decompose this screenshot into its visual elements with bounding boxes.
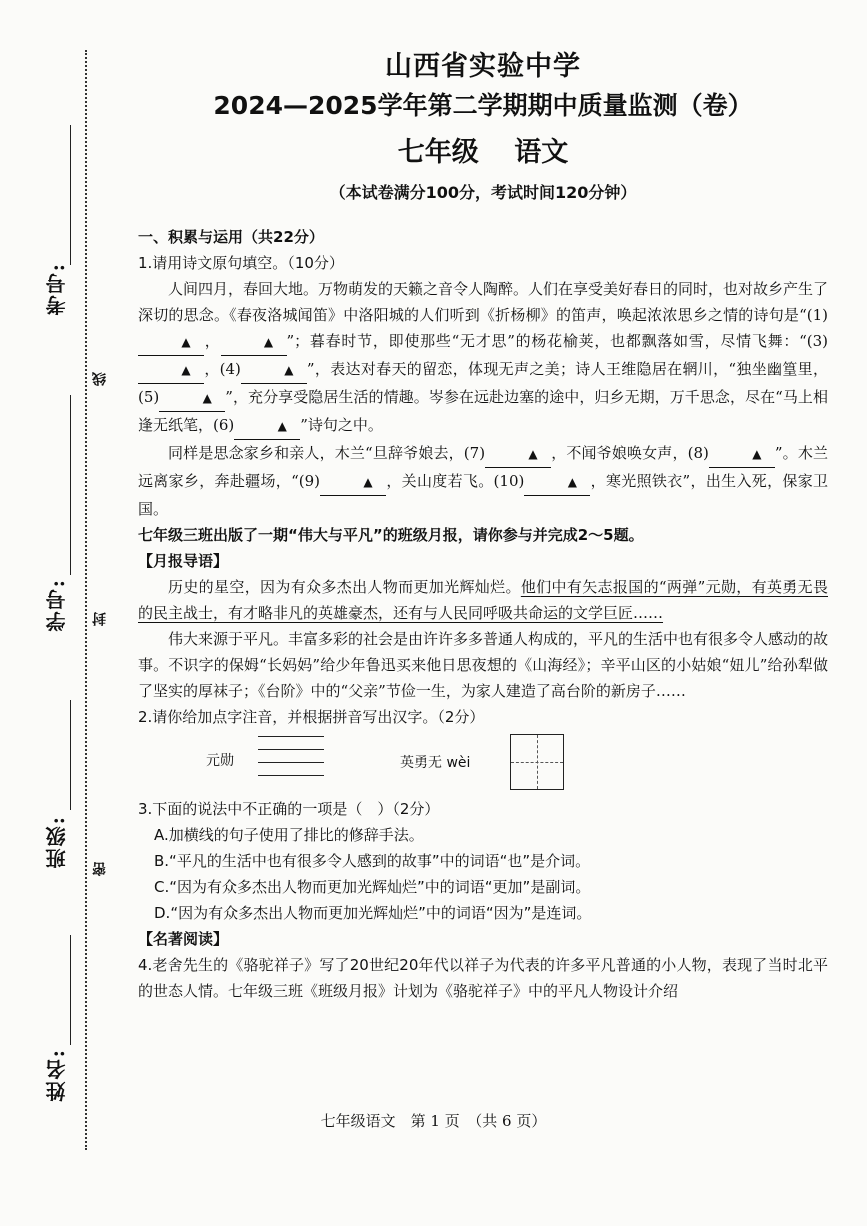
name-line — [70, 935, 71, 1045]
line-word: 线 — [92, 372, 108, 386]
pinyin-writing-lines[interactable] — [258, 736, 324, 788]
secret-word: 密 — [92, 862, 108, 876]
q3-option-d: D.“因为有众多杰出人物而更加光辉灿烂”中的词语“因为”是连词。 — [154, 904, 592, 922]
classic-reading-heading: 【名著阅读】 — [138, 930, 229, 948]
answer-blank-6[interactable]: ▲ — [234, 412, 300, 440]
question-4-text: 4.老舍先生的《骆驼祥子》写了20世纪20年代以祥子为代表的许多平凡普通的小人物，表现了当时北平的世态人情。七年级三班《班级月报》计划为《骆驼祥子》中的平凡人物设计介绍 — [138, 956, 828, 1000]
question-1-title: 1.请用诗文原句填空。（10分） — [138, 254, 344, 272]
exam-number-label: 考号: — [45, 262, 69, 316]
class-line — [70, 700, 71, 810]
answer-blank-1[interactable]: ▲ — [138, 328, 204, 356]
student-number-label: 学号: — [45, 578, 69, 632]
answer-blank-8[interactable]: ▲ — [709, 440, 775, 468]
answer-blank-3[interactable]: ▲ — [138, 356, 204, 384]
answer-blank-2[interactable]: ▲ — [221, 328, 287, 356]
exam-page — [138, 48, 828, 1004]
page-footer: 七年级语文 第 1 页 （共 6 页） — [320, 1112, 547, 1130]
name-label: 姓名: — [45, 1048, 69, 1102]
q2-word-1: 元勋 — [206, 753, 234, 769]
seal-word: 封 — [92, 612, 108, 626]
subject: 语文 — [514, 137, 569, 168]
answer-blank-4[interactable]: ▲ — [241, 356, 307, 384]
newsletter-intro: 七年级三班出版了一期“伟大与平凡”的班级月报，请你参与并完成2～5题。 — [138, 526, 644, 544]
question-3-title: 3.下面的说法中不正确的一项是（ ）（2分） — [138, 800, 440, 818]
underlined-sentence: 他们中有矢志报国的“两弹”元勋，有英勇无畏的民主战士，有才略非凡的英雄豪杰，还有与人民同呼吸共命运的文学巨匠…… — [138, 578, 828, 622]
question-1-paragraph-2: 同样是思念家乡和亲人，木兰“旦辞爷娘去，(7) ▲ ，不闻爷娘唤女声，(8) ▲ ”。木兰远离家乡，奔赴疆场，“(9) ▲ ，关山度若飞。(10) ▲ ，寒光照铁衣”，出生入死，保家卫国。 — [138, 440, 828, 522]
guide-paragraph-2: 伟大来源于平凡。丰富多彩的社会是由许许多多普通人构成的，平凡的生活中也有很多令人感动的故事。不识字的保姆“长妈妈”给少年鲁迅买来他日思夜想的《山海经》；辛平山区的小姑娘“妞儿”给孙犁做了坚实的厚袜子；《台阶》中的“父亲”节俭一生，为家人建造了高台阶的新房子…… — [138, 630, 829, 700]
question-2-answers — [138, 730, 828, 796]
tianzige-box[interactable] — [510, 734, 564, 790]
answer-blank-7[interactable]: ▲ — [485, 440, 551, 468]
binding-margin — [0, 0, 118, 1226]
school-title: 山西省实验中学 — [385, 51, 581, 82]
guide-heading: 【月报导语】 — [138, 552, 229, 570]
grade: 七年级 — [397, 137, 479, 168]
answer-blank-9[interactable]: ▲ — [320, 468, 386, 496]
class-label: 班级: — [45, 815, 69, 869]
seal-dotted-line — [85, 50, 87, 1150]
q3-option-c: C.“因为有众多杰出人物而更加光辉灿烂”中的词语“更加”是副词。 — [154, 878, 591, 896]
answer-blank-5[interactable]: ▲ — [159, 384, 225, 412]
question-2-title: 2.请你给加点字注音，并根据拼音写出汉字。（2分） — [138, 708, 485, 726]
section-1-title: 一、积累与运用（共22分） — [138, 228, 324, 246]
student-number-line — [70, 395, 71, 575]
q3-option-a: A.加横线的句子使用了排比的修辞手法。 — [154, 826, 424, 844]
question-1-paragraph-1: 人间四月，春回大地。万物萌发的天籁之音令人陶醉。人们在享受美好春日的同时，也对故乡产生了深切的思念。《春夜洛城闻笛》中洛阳城的人们听到《折杨柳》的笛声，唤起浓浓思乡之情的诗句是“(1)▲ ， ▲ ”；暮春时节，即使那些“无才思”的杨花榆荚，也都飘落如雪，尽情飞舞：“(3)▲ ，(4) ▲ ”，表达对春天的留恋，体现无声之美；诗人王维隐居在辋川，“独坐幽篁里，(5) ▲ ”，充分享受隐居生活的情趣。岑参在远赴边塞的途中，归乡无期，万千思念，尽在“马上相逢无纸笔，(6) ▲ ”诗句之中。 — [138, 276, 828, 440]
term-title: 2024—2025学年第二学期期中质量监测（卷） — [213, 91, 753, 120]
q2-word-2: 英勇无 wèi — [400, 755, 471, 771]
grade-subject-title — [138, 130, 828, 176]
answer-blank-10[interactable]: ▲ — [524, 468, 590, 496]
exam-info: （本试卷满分100分，考试时间120分钟） — [329, 183, 637, 202]
exam-number-line — [70, 125, 71, 265]
q3-option-b: B.“平凡的生活中也有很多令人感到的故事”中的词语“也”是介词。 — [154, 852, 591, 870]
guide-paragraph-1: 历史的星空，因为有众多杰出人物而更加光辉灿烂。他们中有矢志报国的“两弹”元勋，有英勇无畏的民主战士，有才略非凡的英雄豪杰，还有与人民同呼吸共命运的文学巨匠…… — [138, 578, 828, 622]
